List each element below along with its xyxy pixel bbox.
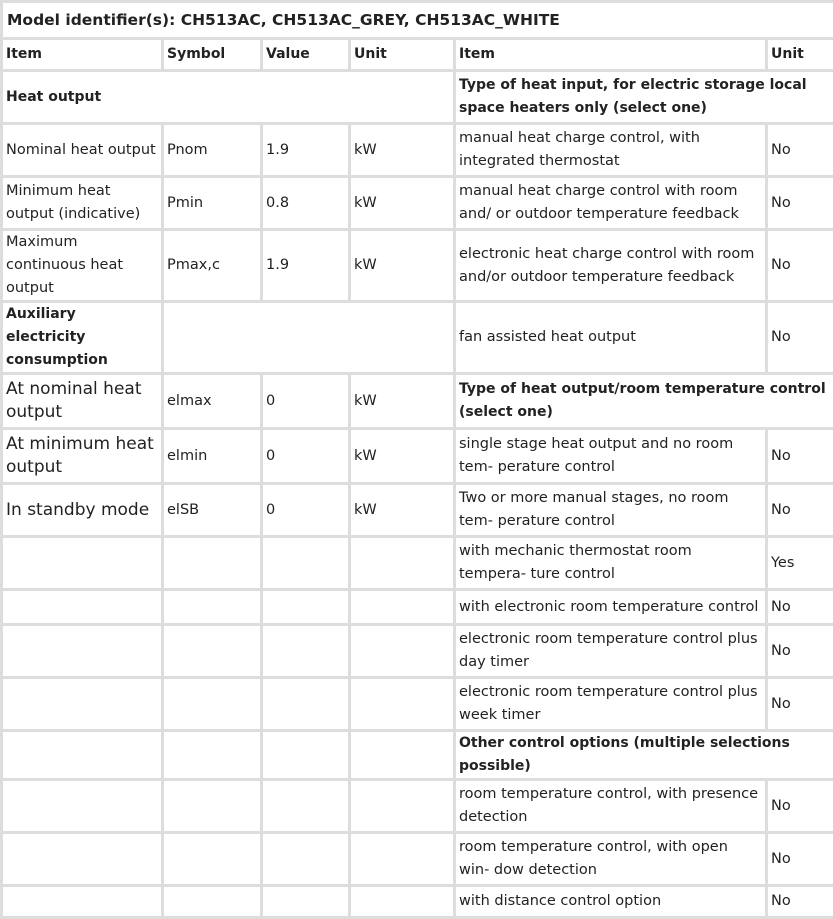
- nominal-heat-output-value: 1.9: [262, 124, 350, 177]
- manual-integrated-unit: No: [767, 124, 833, 177]
- minimum-heat-output-symbol: Pmin: [163, 177, 262, 230]
- presence-detection-unit: No: [767, 780, 833, 833]
- empty-cell: [350, 731, 455, 780]
- empty-cell: [163, 886, 262, 918]
- at-nominal-symbol: elmax: [163, 374, 262, 429]
- empty-cell: [2, 886, 163, 918]
- standby-value: 0: [262, 484, 350, 537]
- empty-cell: [163, 678, 262, 731]
- table-row: [2, 374, 833, 429]
- at-nominal-value: 0: [262, 374, 350, 429]
- empty-cell: [262, 590, 350, 625]
- electronic-room-unit: No: [767, 590, 833, 625]
- table-row: [2, 590, 833, 625]
- nominal-heat-output-symbol: Pnom: [163, 124, 262, 177]
- empty-cell: [350, 625, 455, 678]
- at-nominal-unit: kW: [350, 374, 455, 429]
- table-row: [2, 886, 833, 918]
- single-stage-label: single stage heat output and no room tem- perature control: [455, 429, 767, 484]
- empty-cell: [163, 780, 262, 833]
- mechanic-thermostat-unit: Yes: [767, 537, 833, 590]
- empty-cell: [262, 678, 350, 731]
- single-stage-unit: No: [767, 429, 833, 484]
- at-minimum-value: 0: [262, 429, 350, 484]
- empty-cell: [350, 537, 455, 590]
- header-item: Item: [2, 39, 163, 71]
- table-row: [2, 429, 833, 484]
- electronic-room-label: with electronic room temperature control: [455, 590, 767, 625]
- empty-cell: [262, 625, 350, 678]
- table-row: [2, 302, 833, 374]
- nominal-heat-output-label: Nominal heat output: [2, 124, 163, 177]
- table-row: [2, 177, 833, 230]
- two-or-more-unit: No: [767, 484, 833, 537]
- presence-detection-label: room temperature control, with presence detection: [455, 780, 767, 833]
- table-row: [2, 678, 833, 731]
- at-nominal-label: At nominal heat output: [2, 374, 163, 429]
- day-timer-label: electronic room temperature control plus day timer: [455, 625, 767, 678]
- day-timer-unit: No: [767, 625, 833, 678]
- two-or-more-label: Two or more manual stages, no room tem- perature control: [455, 484, 767, 537]
- fan-assisted-unit: No: [767, 302, 833, 374]
- empty-cell: [2, 780, 163, 833]
- auxiliary-consumption-section: Auxiliary electricity consumption: [2, 302, 163, 374]
- table-row: [2, 537, 833, 590]
- table-row: [2, 484, 833, 537]
- empty-cell: [2, 731, 163, 780]
- other-controls-section: Other control options (multiple selections possible): [455, 731, 833, 780]
- electronic-feedback-label: electronic heat charge control with room and/or outdoor temperature feedback: [455, 230, 767, 302]
- minimum-heat-output-unit: kW: [350, 177, 455, 230]
- empty-cell: [262, 780, 350, 833]
- table-row: [2, 833, 833, 886]
- open-window-label: room temperature control, with open win- dow detection: [455, 833, 767, 886]
- header-unit: Unit: [350, 39, 455, 71]
- week-timer-unit: No: [767, 678, 833, 731]
- maximum-heat-output-symbol: Pmax,c: [163, 230, 262, 302]
- empty-cell: [262, 731, 350, 780]
- empty-cell: [350, 780, 455, 833]
- maximum-heat-output-unit: kW: [350, 230, 455, 302]
- empty-cell: [163, 537, 262, 590]
- empty-cell: [262, 537, 350, 590]
- at-minimum-symbol: elmin: [163, 429, 262, 484]
- minimum-heat-output-label: Minimum heat output (indicative): [2, 177, 163, 230]
- table-row: [2, 625, 833, 678]
- fan-assisted-label: fan assisted heat output: [455, 302, 767, 374]
- empty-cell: [350, 590, 455, 625]
- open-window-unit: No: [767, 833, 833, 886]
- empty-cell: [2, 678, 163, 731]
- heat-input-section: Type of heat input, for electric storage local space heaters only (select one): [455, 71, 833, 124]
- maximum-heat-output-value: 1.9: [262, 230, 350, 302]
- empty-cell: [350, 886, 455, 918]
- nominal-heat-output-unit: kW: [350, 124, 455, 177]
- header-unit-right: Unit: [767, 39, 833, 71]
- distance-control-label: with distance control option: [455, 886, 767, 918]
- electronic-feedback-unit: No: [767, 230, 833, 302]
- at-minimum-unit: kW: [350, 429, 455, 484]
- empty-cell: [350, 678, 455, 731]
- control-type-section: Type of heat output/room temperature control (select one): [455, 374, 833, 429]
- manual-feedback-unit: No: [767, 177, 833, 230]
- empty-cell: [2, 625, 163, 678]
- table-row: [2, 124, 833, 177]
- mechanic-thermostat-label: with mechanic thermostat room tempera- ture control: [455, 537, 767, 590]
- manual-feedback-label: manual heat charge control with room and/ or outdoor temperature feedback: [455, 177, 767, 230]
- empty-cell: [163, 590, 262, 625]
- empty-cell: [2, 590, 163, 625]
- standby-unit: kW: [350, 484, 455, 537]
- header-symbol: Symbol: [163, 39, 262, 71]
- standby-label: In standby mode: [2, 484, 163, 537]
- empty-cell: [262, 833, 350, 886]
- table-row: [2, 780, 833, 833]
- model-identifier-title: Model identifier(s): CH513AC, CH513AC_GREY, CH513AC_WHITE: [2, 2, 833, 39]
- at-minimum-label: At minimum heat output: [2, 429, 163, 484]
- header-item-right: Item: [455, 39, 767, 71]
- week-timer-label: electronic room temperature control plus week timer: [455, 678, 767, 731]
- distance-control-unit: No: [767, 886, 833, 918]
- heat-output-section: Heat output: [2, 71, 455, 124]
- empty-cell: [163, 302, 455, 374]
- minimum-heat-output-value: 0.8: [262, 177, 350, 230]
- empty-cell: [2, 833, 163, 886]
- table-row: [2, 230, 833, 302]
- manual-integrated-label: manual heat charge control, with integrated thermostat: [455, 124, 767, 177]
- standby-symbol: elSB: [163, 484, 262, 537]
- header-value: Value: [262, 39, 350, 71]
- empty-cell: [163, 731, 262, 780]
- table-row: [2, 731, 833, 780]
- empty-cell: [163, 625, 262, 678]
- maximum-heat-output-label: Maximum continuous heat output: [2, 230, 163, 302]
- empty-cell: [350, 833, 455, 886]
- empty-cell: [262, 886, 350, 918]
- empty-cell: [163, 833, 262, 886]
- empty-cell: [2, 537, 163, 590]
